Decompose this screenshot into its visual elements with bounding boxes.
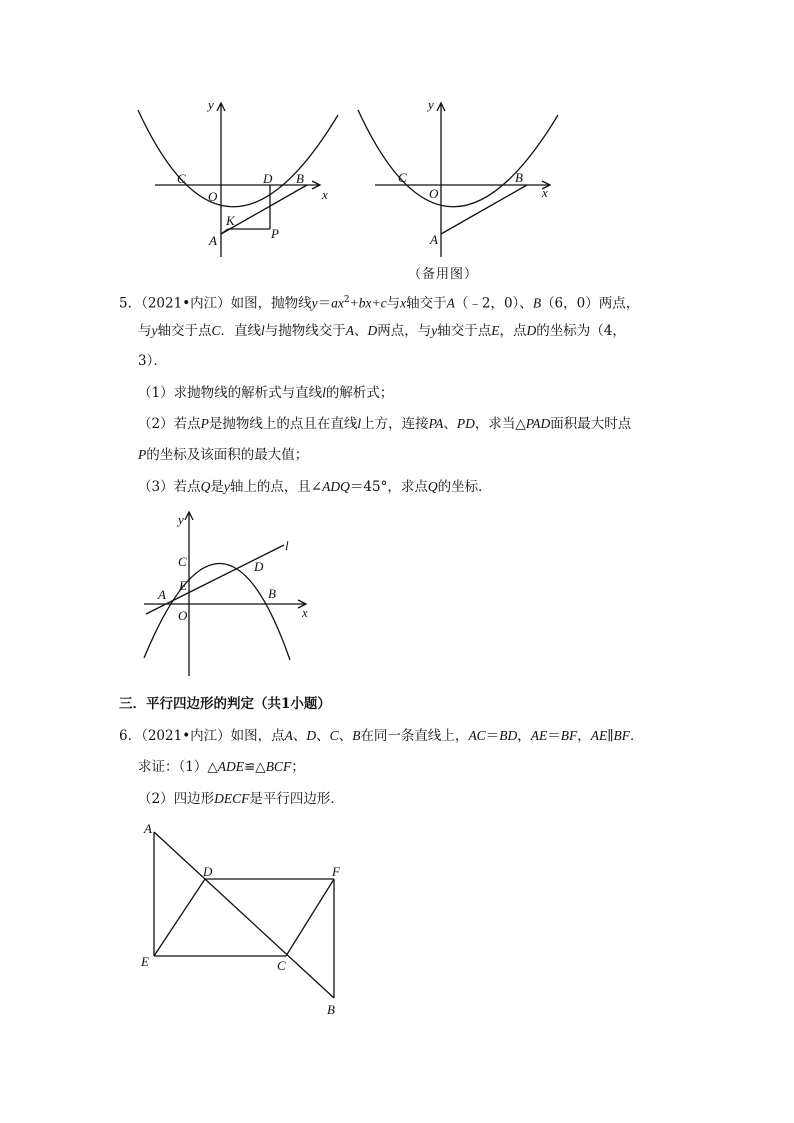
label-o: O xyxy=(429,186,439,201)
label-y: y xyxy=(208,97,214,112)
section-3-heading: 三．平行四边形的判定（共1小题） xyxy=(119,696,331,712)
label-b: B xyxy=(296,171,304,186)
label-c: C xyxy=(277,958,286,973)
problem-6-proof-2: （2）四边形DECF是平行四边形． xyxy=(138,791,344,807)
label-y: y xyxy=(428,97,434,112)
label-d: D xyxy=(203,864,213,879)
segment-ab xyxy=(441,185,527,234)
label-c: C xyxy=(398,170,407,185)
label-y: y xyxy=(178,512,184,527)
label-c: C xyxy=(178,554,187,569)
label-e: E xyxy=(179,578,187,593)
label-a: A xyxy=(430,232,438,247)
label-x: x xyxy=(542,185,548,200)
label-d: D xyxy=(254,559,264,574)
problem-6-proof-1: 求证：（1）△ADE≌△BCF； xyxy=(138,759,305,775)
segment-cf xyxy=(286,879,334,956)
problem-6-line-1: 6．（2021•内江）如图，点A、D、C、B在同一条直线上，AC＝BD，AE＝BF，AE∥BF． xyxy=(119,728,644,744)
label-x: x xyxy=(302,605,308,620)
problem-5-question-3: （3）若点Q是y轴上的点，且∠ADQ＝45°，求点Q的坐标． xyxy=(138,479,492,495)
label-b: B xyxy=(327,1002,335,1017)
problem-5-line-2: 与y轴交于点C．直线l与抛物线交于A、D两点，与y轴交于点E，点D的坐标为（4， xyxy=(138,323,626,339)
problem-5-line-1: 5．（2021•内江）如图，抛物线$y=ax^2+bx+c$与x轴交于A（﹣2，0）、B（6，0）两点， xyxy=(119,295,640,312)
segment-ak xyxy=(221,229,228,234)
label-d: D xyxy=(263,171,273,186)
label-e: E xyxy=(141,954,149,969)
label-o: O xyxy=(208,189,218,204)
label-a: A xyxy=(144,821,152,836)
segment-ed xyxy=(154,879,205,956)
label-x: x xyxy=(322,187,328,202)
problem-5-line-3: 3）． xyxy=(138,353,167,369)
parabola-curve xyxy=(358,110,558,207)
label-b: B xyxy=(515,170,523,185)
problem-5-question-1: （1）求抛物线的解析式与直线l的解析式； xyxy=(138,385,394,401)
problem-5-question-2: （2）若点P是抛物线上的点且在直线l上方，连接PA、PD，求当△PAD面积最大时点 xyxy=(138,416,632,432)
parabola-curve xyxy=(138,110,338,207)
label-b: B xyxy=(268,586,276,601)
figure-2-parabola-backup xyxy=(350,95,560,265)
label-k: K xyxy=(226,213,235,228)
label-o: O xyxy=(178,608,188,623)
figure-4-parallelogram xyxy=(138,818,358,1023)
label-c: C xyxy=(177,171,186,186)
label-p: P xyxy=(271,226,279,241)
label-l: l xyxy=(285,538,289,553)
label-a: A xyxy=(158,587,166,602)
figure-1-parabola xyxy=(130,95,340,265)
label-f: F xyxy=(332,864,340,879)
figure-3-parabola-line xyxy=(138,508,328,678)
figure-2-caption: （备用图） xyxy=(408,267,479,282)
problem-5-question-2-cont: P的坐标及该面积的最大值； xyxy=(138,447,309,463)
label-a: A xyxy=(209,233,217,248)
